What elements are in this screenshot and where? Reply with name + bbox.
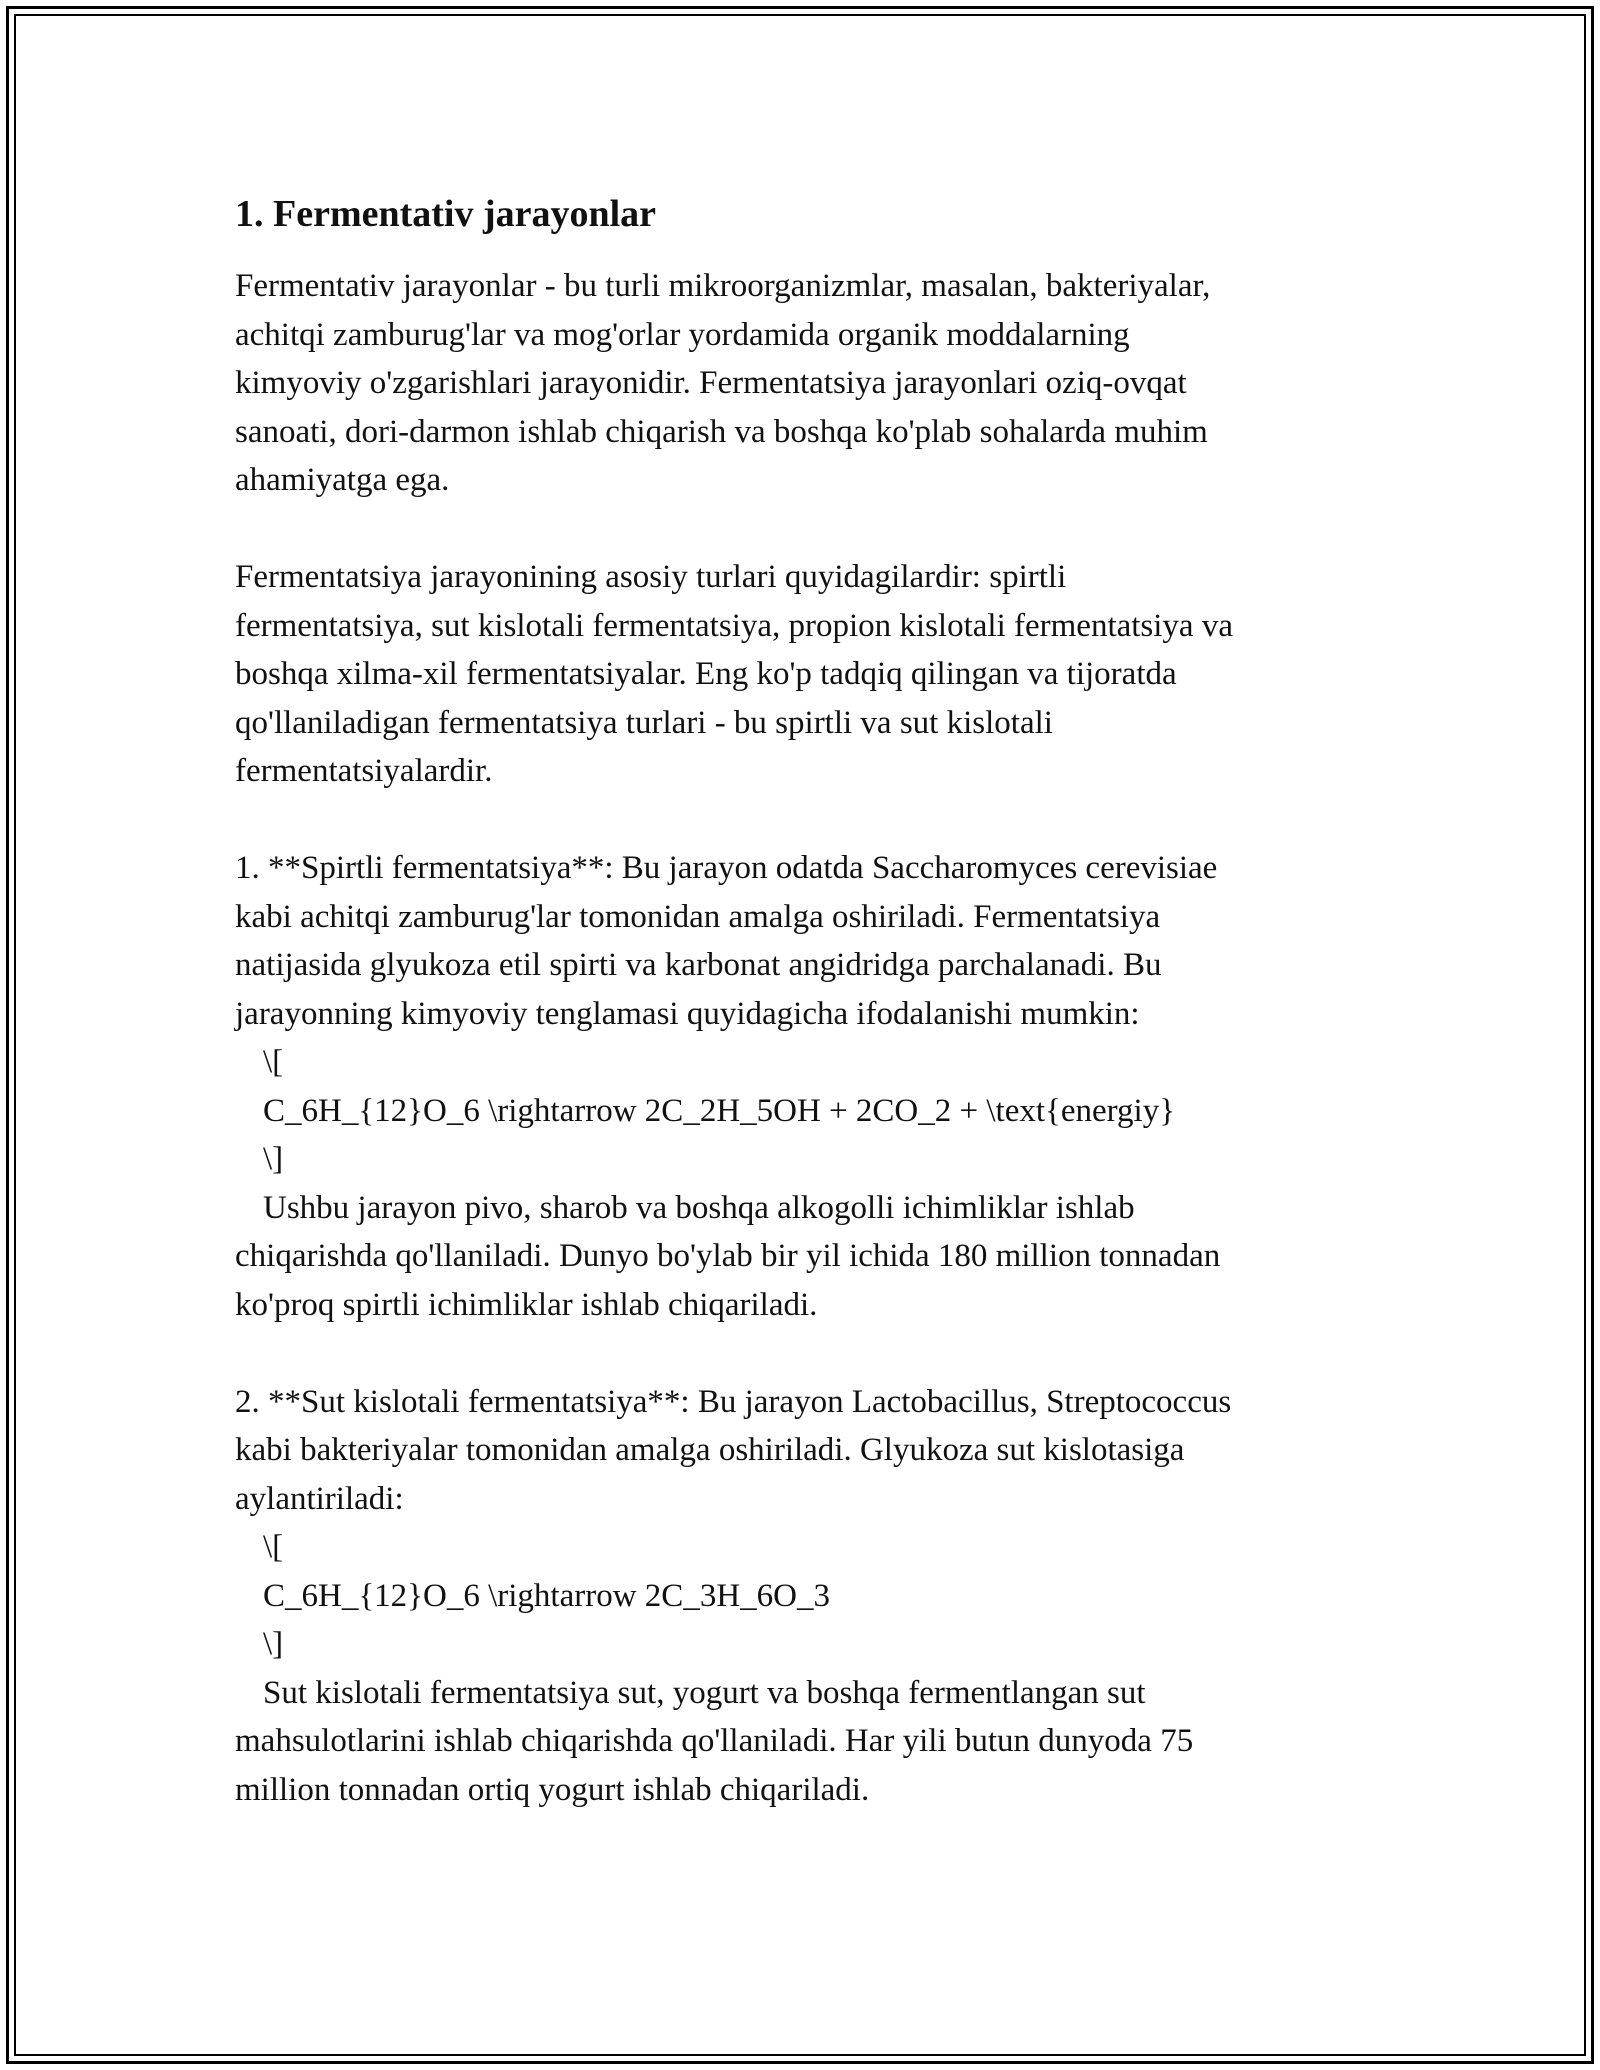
text-line: fermentatsiyalardir. — [235, 753, 493, 789]
text-line: 1. **Spirtli fermentatsiya**: Bu jarayon odatda Saccharomyces cerevisiae — [235, 850, 1218, 886]
text-line: ahamiyatga ega. — [235, 462, 450, 498]
paragraph-types — [235, 553, 1365, 796]
text-line: chiqarishda qo'llaniladi. Dunyo bo'ylab bir yil ichida 180 million tonnadan — [235, 1238, 1221, 1274]
formula-open-delimiter: \[ — [263, 1044, 284, 1080]
formula-line: C_6H_{12}O_6 \rightarrow 2C_2H_5OH + 2CO_2 + \text{energiy} — [263, 1092, 1176, 1129]
text-line: Fermentativ jarayonlar - bu turli mikroorganizmlar, masalan, bakteriyalar, — [235, 268, 1211, 304]
formula-close-delimiter: \] — [263, 1626, 284, 1662]
formula-line: C_6H_{12}O_6 \rightarrow 2C_3H_6O_3 — [263, 1577, 830, 1614]
text-line: ko'proq spirtli ichimliklar ishlab chiqariladi. — [235, 1286, 818, 1323]
text-line: Sut kislotali fermentatsiya sut, yogurt va boshqa fermentlangan sut — [263, 1674, 1146, 1711]
formula-close-delimiter: \] — [263, 1141, 284, 1177]
document-body — [235, 186, 1365, 1863]
list-item-alcoholic-fermentation — [235, 844, 1365, 1329]
text-line: achitqi zamburug'lar va mog'orlar yordamida organik moddalarning — [235, 316, 1130, 353]
text-line: kabi achitqi zamburug'lar tomonidan amalga oshiriladi. Fermentatsiya — [235, 898, 1161, 935]
text-line: million tonnadan ortiq yogurt ishlab chiqariladi. — [235, 1771, 870, 1808]
text-line: kabi bakteriyalar tomonidan amalga oshiriladi. Glyukoza sut kislotasiga — [235, 1432, 1185, 1468]
text-line: boshqa xilma-xil fermentatsiyalar. Eng ko'p tadqiq qilingan va tijoratda — [235, 656, 1177, 692]
text-line: sanoati, dori-darmon ishlab chiqarish va boshqa ko'plab sohalarda muhim — [235, 413, 1208, 450]
text-line: jarayonning kimyoviy tenglamasi quyidagicha ifodalanishi mumkin: — [235, 995, 1140, 1032]
section-heading: 1. Fermentativ jarayonlar — [235, 193, 657, 235]
text-line: kimyoviy o'zgarishlari jarayonidir. Fermentatsiya jarayonlari oziq-ovqat — [235, 365, 1187, 401]
text-line: qo'llaniladigan fermentatsiya turlari - bu spirtli va sut kislotali — [235, 704, 1053, 741]
text-line: Fermentatsiya jarayonining asosiy turlari quyidagilardir: spirtli — [235, 559, 1067, 595]
text-line: natijasida glyukoza etil spirti va karbonat angidridga parchalanadi. Bu — [235, 947, 1162, 983]
text-line: 2. **Sut kislotali fermentatsiya**: Bu jarayon Lactobacillus, Streptococcus — [235, 1383, 1232, 1420]
text-line: mahsulotlarini ishlab chiqarishda qo'llaniladi. Har yili butun dunyoda 75 — [235, 1723, 1194, 1759]
text-line: aylantiriladi: — [235, 1480, 404, 1517]
paragraph-intro — [235, 262, 1365, 505]
list-item-lactic-fermentation — [235, 1378, 1365, 1815]
text-line: Ushbu jarayon pivo, sharob va boshqa alkogolli ichimliklar ishlab — [263, 1189, 1135, 1226]
formula-open-delimiter: \[ — [263, 1529, 284, 1565]
text-line: fermentatsiya, sut kislotali fermentatsiya, propion kislotali fermentatsiya va — [235, 607, 1233, 644]
